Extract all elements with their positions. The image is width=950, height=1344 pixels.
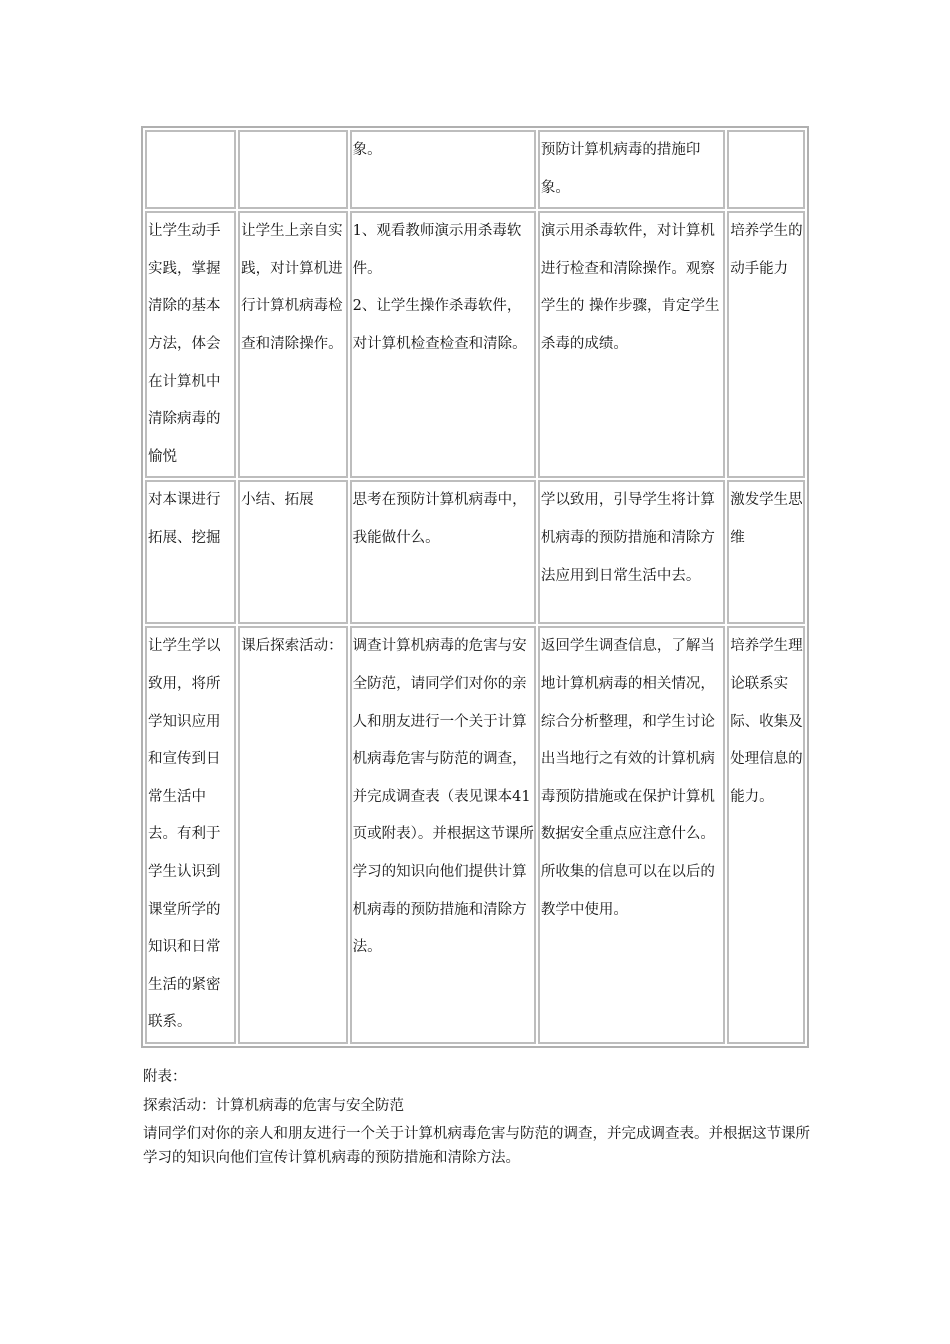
table-row — [145, 211, 805, 478]
table-cell-objective: 对本课进行拓展、挖掘 — [145, 480, 236, 624]
table-cell-objective: 让学生学以致用，将所学知识应用和宣传到日常生活中去。有利于学生认识到课堂所学的知识和日常生活的紧密联系。 — [145, 626, 236, 1044]
lesson-plan-table — [141, 126, 809, 1048]
table-cell-step: 课后探索活动： — [238, 626, 348, 1044]
table-cell-student-activity: 象。 — [350, 130, 536, 209]
activity-item-1: 1、观看教师演示用杀毒软件。 — [352, 223, 522, 277]
table-cell-teacher-activity: 学以致用，引导学生将计算机病毒的预防措施和清除方法应用到日常生活中去。 — [538, 480, 725, 624]
activity-item-2: 2、让学生操作杀毒软件，对计算机检查检查和清除。 — [352, 298, 527, 352]
appendix-heading: 探索活动：计算机病毒的危害与安全防范 — [143, 1098, 404, 1114]
table-cell-intent: 培养学生的动手能力 — [727, 211, 805, 478]
table-row — [145, 130, 805, 209]
table-cell-intent — [727, 130, 805, 209]
table-cell-intent: 培养学生理论联系实际、收集及处理信息的能力。 — [727, 626, 805, 1044]
table-cell-student-activity — [350, 211, 536, 478]
table-row — [145, 480, 805, 624]
table-cell-objective: 让学生动手实践，掌握清除的基本方法，体会在计算机中清除病毒的愉悦 — [145, 211, 236, 478]
table-cell-objective — [145, 130, 236, 209]
table-row — [145, 626, 805, 1044]
table-cell-teacher-activity: 演示用杀毒软件，对计算机进行检查和清除操作。观察学生的 操作步骤，肯定学生杀毒的成绩。 — [538, 211, 725, 478]
table-cell-teacher-activity: 预防计算机病毒的措施印象。 — [538, 130, 725, 209]
table-cell-student-activity: 思考在预防计算机病毒中，我能做什么。 — [350, 480, 536, 624]
table-cell-intent: 激发学生思维 — [727, 480, 805, 624]
appendix-body: 请同学们对你的亲人和朋友进行一个关于计算机病毒危害与防范的调查，并完成调查表。并根据这节课所学习的知识向他们宣传计算机病毒的预防措施和清除方法。 — [143, 1126, 810, 1166]
appendix-label: 附表： — [143, 1069, 187, 1085]
table-cell-step: 让学生上亲自实践，对计算机进行计算机病毒检查和清除操作。 — [238, 211, 348, 478]
table-cell-step — [238, 130, 348, 209]
table-cell-step: 小结、拓展 — [238, 480, 348, 624]
table-cell-teacher-activity: 返回学生调查信息，了解当地计算机病毒的相关情况，综合分析整理，和学生讨论出当地行之有效的计算机病毒预防措施或在保护计算机数据安全重点应注意什么。所收集的信息可以在以后的教学中使用。 — [538, 626, 725, 1044]
table-cell-student-activity: 调查计算机病毒的危害与安全防范，请同学们对你的亲人和朋友进行一个关于计算机病毒危害与防范的调查，并完成调查表（表见课本41页或附表）。并根据这节课所学习的知识向他们提供计算机病毒的预防措施和清除方法。 — [350, 626, 536, 1044]
appendix-notes — [143, 1064, 813, 1170]
